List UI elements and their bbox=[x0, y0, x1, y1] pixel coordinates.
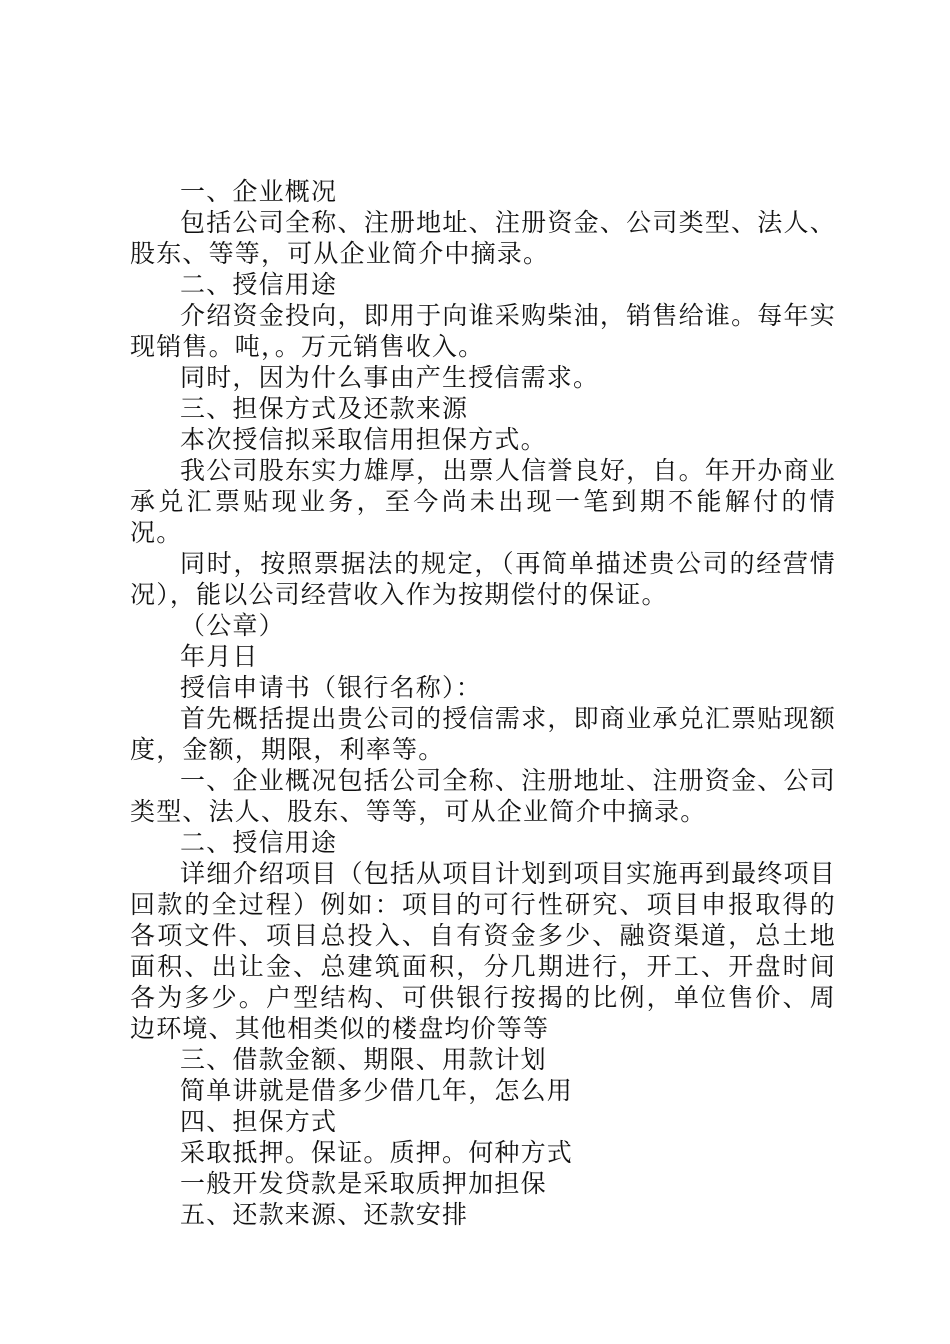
heading-credit-purpose-2: 二、授信用途 bbox=[180, 828, 338, 857]
paragraph-loan-summary: 简单讲就是借多少借几年，怎么用 bbox=[180, 1076, 574, 1105]
heading-guarantee-method: 四、担保方式 bbox=[180, 1107, 338, 1136]
paragraph-project-details: 详细介绍项目（包括从项目计划到项目实施再到最终项目回款的全过程）例如：项目的可行性研究、项目申报取得的各项文件、项目总投入、自有资金多少、融资渠道，总土地面积、出让金、总建筑面积，分几期进行，开工、开盘时间各为多少。户型结构、可供银行按揭的比例，单位售价、周边环境、其他相类似的楼盘均价等等 bbox=[130, 859, 836, 1043]
paragraph-shareholder-strength: 我公司股东实力雄厚，出票人信誉良好，自。年开办商业承兑汇票贴现业务，至今尚未出现一笔到期不能解付的情况。 bbox=[130, 456, 836, 547]
heading-guarantee-repayment: 三、担保方式及还款来源 bbox=[180, 394, 469, 423]
date-placeholder: 年月日 bbox=[180, 642, 259, 671]
heading-loan-amount: 三、借款金额、期限、用款计划 bbox=[180, 1045, 547, 1074]
paragraph-guarantee-types: 采取抵押。保证。质押。何种方式 bbox=[180, 1138, 574, 1167]
paragraph-credit-demand: 同时，因为什么事由产生授信需求。 bbox=[180, 363, 600, 392]
paragraph-company-overview: 包括公司全称、注册地址、注册资金、公司类型、法人、股东、等等，可从企业简介中摘录。 bbox=[130, 208, 836, 268]
paragraph-fund-usage: 介绍资金投向，即用于向谁采购柴油，销售给谁。每年实现销售。吨，。万元销售收入。 bbox=[130, 301, 836, 361]
paragraph-repayment-guarantee: 同时，按照票据法的规定，（再简单描述贵公司的经营情况），能以公司经营收入作为按期偿付的保证。 bbox=[130, 549, 836, 609]
paragraph-development-loan: 一般开发贷款是采取质押加担保 bbox=[180, 1169, 547, 1198]
heading-credit-application: 授信申请书（银行名称）： bbox=[180, 673, 482, 702]
heading-company-overview: 一、企业概况 bbox=[180, 177, 338, 206]
seal-placeholder: （公章） bbox=[180, 611, 285, 640]
heading-credit-purpose: 二、授信用途 bbox=[180, 270, 338, 299]
heading-repayment-source: 五、还款来源、还款安排 bbox=[180, 1200, 469, 1229]
paragraph-guarantee-method: 本次授信拟采取信用担保方式。 bbox=[180, 425, 547, 454]
paragraph-company-overview-2: 一、企业概况包括公司全称、注册地址、注册资金、公司类型、法人、股东、等等，可从企业简介中摘录。 bbox=[130, 766, 836, 826]
document-body bbox=[130, 176, 836, 1230]
paragraph-credit-summary: 首先概括提出贵公司的授信需求，即商业承兑汇票贴现额度，金额，期限，利率等。 bbox=[130, 704, 836, 764]
